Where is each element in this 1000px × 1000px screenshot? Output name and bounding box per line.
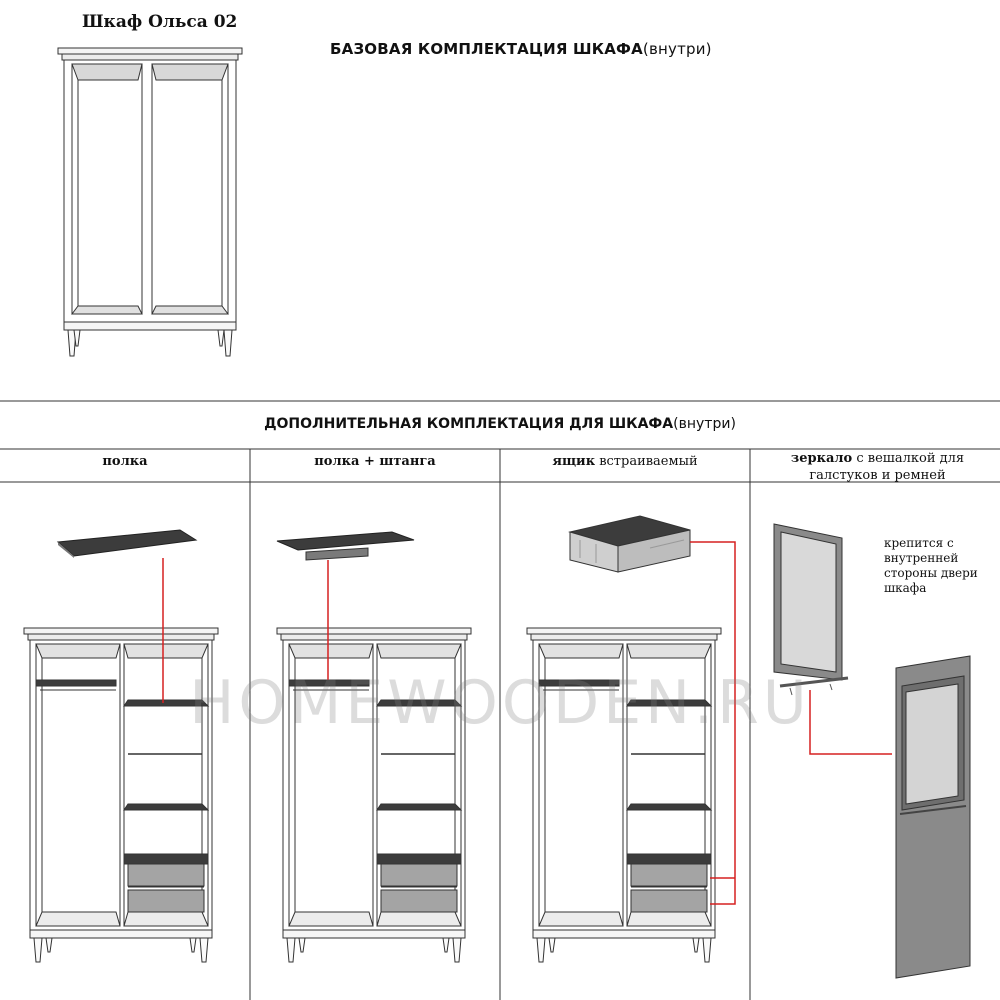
column-header-drawer: ящик встраиваемый	[552, 454, 698, 469]
column-header-shelf-rod	[250, 454, 500, 469]
col3-drawer-item	[570, 516, 690, 572]
column-label: полка	[102, 454, 148, 469]
watermark: HOMEWOODEN.RU	[189, 668, 811, 738]
basic-config-heading	[330, 40, 712, 58]
col4-door	[896, 656, 970, 978]
col4-mirror-item	[774, 524, 848, 695]
col2-shelf-rod-item	[277, 532, 414, 560]
col1-shelf-item	[58, 530, 196, 558]
col2-wardrobe	[277, 628, 471, 962]
column-header-shelf	[0, 454, 250, 469]
wardrobe-base-drawing	[58, 48, 242, 356]
extra-heading-bold: ДОПОЛНИТЕЛЬНАЯ КОМПЛЕКТАЦИЯ ДЛЯ ШКАФА	[264, 416, 674, 432]
column-label: зеркало	[790, 451, 853, 466]
extra-config-heading	[0, 416, 1000, 432]
column-label: ящик	[552, 454, 596, 469]
basic-heading-bold: БАЗОВАЯ КОМПЛЕКТАЦИЯ ШКАФА	[330, 40, 643, 58]
col4-leader-line	[810, 690, 892, 754]
product-title: Шкаф Ольса 02	[82, 12, 238, 32]
column-header-mirror: зеркало с вешалкой для галстуков и ремней	[790, 451, 965, 483]
col3-wardrobe	[527, 628, 721, 962]
mirror-note: крепится с внутренней стороны двери шкафа	[884, 536, 978, 595]
basic-heading-normal: (внутри)	[642, 40, 712, 58]
extra-heading-normal: (внутри)	[673, 416, 736, 432]
column-label: полка + штанга	[314, 454, 436, 469]
col1-wardrobe	[24, 628, 218, 962]
